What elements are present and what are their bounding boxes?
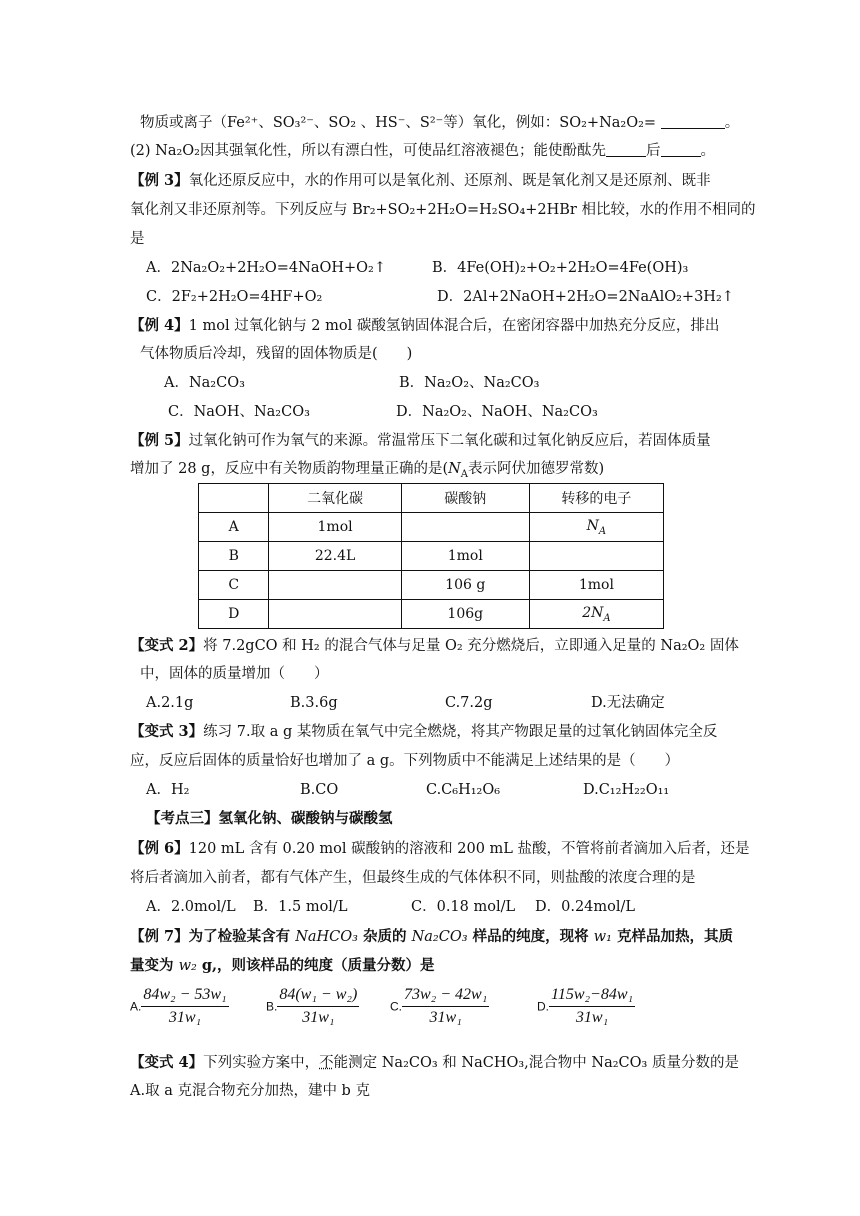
numerator: 84(w₁ − w₂) (277, 986, 359, 1007)
formula: Na₂CO₃ (411, 929, 468, 945)
text: 后 (646, 143, 661, 159)
option-label: A. (130, 999, 142, 1014)
variant-2-line1 (130, 636, 739, 656)
text: 。 (700, 143, 715, 159)
example-3-line1 (130, 171, 711, 191)
variable: w₁ (593, 929, 612, 945)
text: 练习 7.取 a g 某物质在氧气中完全燃烧，将其产物跟足量的过氧化钠固体完全反 (203, 724, 718, 740)
option-d: D.无法确定 (591, 695, 665, 711)
question-tag: 【例 3】 (130, 172, 189, 189)
option-d: D．2Al+2NaOH+2H₂O=2NaAlO₂+3H₂↑ (437, 289, 734, 305)
option-label: C. (390, 999, 402, 1014)
example-6-line2: 将后者滴加入前者，都有气体产生，但最终生成的气体体积不同，则盐酸的浓度合理的是 (130, 870, 696, 886)
question-tag: 【变式 4】 (130, 1054, 204, 1071)
table-header-cell (199, 484, 269, 513)
denominator: 31w₁ (429, 1009, 462, 1026)
text: g,，则该样品的纯度（质量分数）是 (196, 957, 435, 974)
text: 1 mol 过氧化钠与 2 mol 碳酸氢钠固体混合后，在密闭容器中加热充分反应，排出 (188, 318, 720, 334)
option-c: C．NaOH、Na₂CO₃ (168, 404, 310, 420)
text: 量变为 (130, 957, 179, 974)
table-cell: 106g (401, 600, 529, 629)
option-a: A．2.0mol/L (146, 899, 236, 915)
text: 能测定 Na₂CO₃ 和 NaCHO₃,混合物中 Na₂CO₃ 质量分数的是 (333, 1055, 739, 1071)
answer-blank[interactable] (661, 114, 725, 129)
numerator: 115w₂−84w₁ (549, 986, 635, 1007)
example-4-line2: 气体物质后冷却，残留的固体物质是( ) (140, 346, 413, 362)
option-a: A．2Na₂O₂+2H₂O=4NaOH+O₂↑ (146, 260, 387, 276)
option-b: B．Na₂O₂、Na₂CO₃ (399, 375, 540, 391)
question-tag: 【变式 3】 (130, 723, 204, 740)
option-d: D．Na₂O₂、NaOH、Na₂CO₃ (396, 404, 598, 420)
variant-3-line1 (130, 722, 717, 742)
emphasis-not: 不 (319, 1055, 334, 1071)
table-cell: $2N_A$ (529, 600, 663, 629)
example-6-line1 (130, 839, 750, 859)
option-d-fraction (537, 986, 635, 1027)
table-cell (529, 542, 663, 571)
text: 为了检验某含有 (188, 928, 296, 945)
option-b-fraction (266, 986, 359, 1027)
variant-2-line2: 中，固体的质量增加（ ） (140, 666, 329, 682)
variant-4-line1 (130, 1053, 739, 1073)
table-header-row (199, 484, 664, 513)
text: 物质或离子（Fe²⁺、SO₃²⁻、SO₂ 、HS⁻、S²⁻等）氧化，例如：SO₂+Na₂O₂= (140, 115, 661, 131)
answer-blank[interactable] (606, 142, 646, 157)
option-b: B.CO (300, 782, 339, 798)
denominator: 31w₁ (575, 1009, 609, 1026)
fraction (549, 986, 635, 1027)
text: 下列实验方案中， (203, 1055, 320, 1071)
table-row (199, 571, 664, 600)
example-7-line1 (130, 927, 733, 947)
question-tag: 【例 4】 (130, 317, 189, 334)
text: 表示阿伏加德罗常数) (468, 461, 605, 477)
option-b: B．4Fe(OH)₂+O₂+2H₂O=4Fe(OH)₃ (432, 260, 689, 276)
numerator: 73w₂ − 42w₁ (402, 986, 489, 1007)
table-cell: A (199, 513, 269, 542)
table-row (199, 513, 664, 542)
option-label: D. (537, 999, 549, 1014)
text: (2) Na₂O₂因其强氧化性，所以有漂白性，可使品红溶液褪色；能使酚酞先 (130, 143, 606, 159)
option-d: D．0.24mol/L (535, 899, 636, 915)
table-cell: 1mol (401, 542, 529, 571)
text: 过氧化钠可作为氧气的来源。常温常压下二氧化碳和过氧化钠反应后，若固体质量 (188, 433, 711, 449)
table-cell: 1mol (529, 571, 663, 600)
fraction (141, 986, 228, 1027)
example-4-line1 (130, 316, 719, 336)
variant-3-line2: 应，反应后固体的质量恰好也增加了 a g。下列物质中不能满足上述结果的是（ ） (130, 753, 680, 769)
table-cell: 1mol (269, 513, 401, 542)
table-cell: D (199, 600, 269, 629)
option-c: C．0.18 mol/L (411, 899, 516, 915)
table-cell: $N_A$ (529, 513, 663, 542)
subscript: A (460, 468, 469, 480)
table-cell: C (199, 571, 269, 600)
text: 。 (724, 115, 740, 131)
question-tag: 【例 6】 (130, 840, 189, 857)
text: 杂质的 (357, 928, 412, 945)
table-row (199, 600, 664, 629)
option-c-fraction (390, 986, 489, 1027)
table-cell (269, 571, 401, 600)
text: 增加了 28 g，反应中有关物质韵物理量正确的是( (130, 461, 449, 477)
quantity-table (198, 483, 664, 629)
option-label: B. (266, 999, 278, 1014)
denominator: 31w₁ (168, 1009, 202, 1026)
variable: w₂ (178, 958, 197, 974)
example-7-line2 (130, 956, 435, 976)
table-row (199, 542, 664, 571)
fraction (277, 986, 359, 1027)
example-3-line3: 是 (130, 231, 145, 247)
table-cell (401, 513, 529, 542)
text: 样品的纯度，现将 (467, 928, 594, 945)
option-b: B．1.5 mol/L (253, 899, 348, 915)
line-bleaching (130, 141, 715, 161)
example-5-line1 (130, 431, 711, 451)
table-header-cell: 二氧化碳 (269, 484, 401, 513)
table-header-cell: 转移的电子 (529, 484, 663, 513)
option-a: A.2.1g (146, 695, 194, 711)
section-heading: 【考点三】氢氧化钠、碳酸钠与碳酸氢 (146, 810, 393, 827)
text: 120 mL 含有 0.20 mol 碳酸钠的溶液和 200 mL 盐酸，不管将前者滴加入后者，还是 (188, 841, 750, 857)
table-header-cell: 碳酸钠 (401, 484, 529, 513)
avogadro-symbol: N (448, 461, 461, 477)
option-c: C.C₆H₁₂O₆ (426, 782, 501, 798)
option-b: B.3.6g (290, 695, 338, 711)
text: 将 7.2gCO 和 H₂ 的混合气体与足量 O₂ 充分燃烧后，立即通入足量的 Na₂O₂ 固体 (203, 638, 739, 654)
question-tag: 【例 5】 (130, 432, 189, 449)
question-tag: 【变式 2】 (130, 637, 204, 654)
numerator: 84w₂ − 53w₁ (141, 986, 228, 1007)
question-tag: 【例 7】 (130, 928, 189, 945)
option-a-fraction (130, 986, 229, 1027)
table-cell: 106 g (401, 571, 529, 600)
table-cell (269, 600, 401, 629)
option-a: A．Na₂CO₃ (164, 375, 245, 391)
table-cell: 22.4L (269, 542, 401, 571)
formula: NaHCO₃ (295, 929, 358, 945)
fraction (402, 986, 489, 1027)
denominator: 31w₁ (302, 1009, 335, 1026)
table-cell: B (199, 542, 269, 571)
line-oxidation-example (140, 113, 739, 133)
text: 氧化还原反应中，水的作用可以是氧化剂、还原剂、既是氧化剂又是还原剂、既非 (188, 173, 711, 189)
answer-blank[interactable] (661, 142, 701, 157)
example-5-line2 (130, 459, 604, 485)
variant-4-option-a: A.取 a 克混合物充分加热，建中 b 克 (130, 1083, 370, 1099)
text: 克样品加热，其质 (611, 928, 733, 945)
option-c: C．2F₂+2H₂O=4HF+O₂ (146, 289, 323, 305)
example-3-line2: 氧化剂又非还原剂等。下列反应与 Br₂+SO₂+2H₂O=H₂SO₄+2HBr 相比较，水的作用不相同的 (130, 202, 756, 218)
option-c: C.7.2g (445, 695, 493, 711)
option-d: D.C₁₂H₂₂O₁₁ (583, 782, 670, 798)
option-a: A．H₂ (146, 782, 190, 798)
